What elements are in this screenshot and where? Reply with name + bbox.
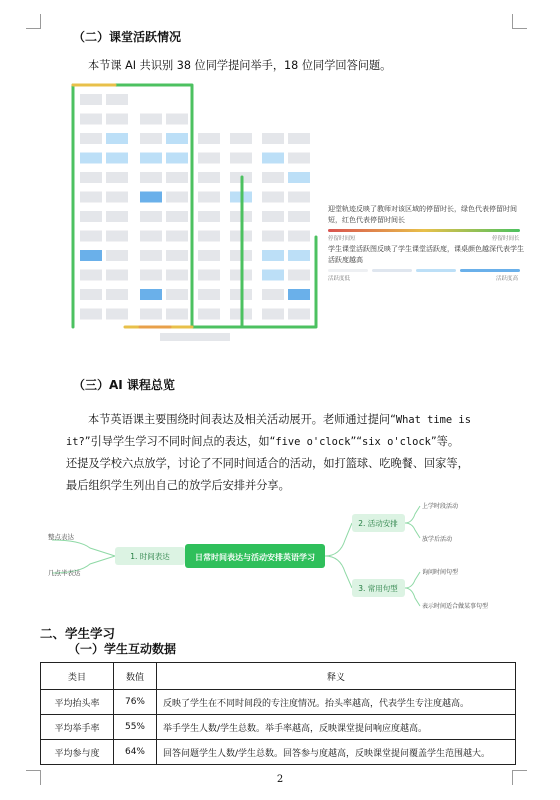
desk: [80, 114, 102, 125]
desk: [288, 289, 310, 300]
desk: [80, 289, 102, 300]
desk: [140, 231, 162, 242]
desk: [140, 153, 162, 164]
desk: [230, 153, 252, 164]
desk: [198, 309, 220, 320]
desk: [106, 114, 128, 125]
desk: [166, 211, 188, 222]
desk: [80, 153, 102, 164]
desk: [288, 172, 310, 183]
table-row: 平均参与度 64% 回答问题学生人数/学生总数。回答参与度越高，反映课堂提问覆盖学生范围越大。: [41, 740, 516, 765]
desk: [288, 231, 310, 242]
interaction-data-table: [40, 662, 516, 765]
desk: [198, 250, 220, 261]
table-row: 平均举手率 55% 举手学生人数/学生总数。举手率越高，反映课堂提问响应度越高。: [41, 715, 516, 740]
desk: [262, 153, 284, 164]
desk: [166, 270, 188, 281]
overview-line-2: it?”引导学生学习不同时间点的表达，如“five o'clock”“six o'clock”等。: [66, 435, 460, 448]
desk: [106, 172, 128, 183]
mindmap-leaf-school-activity: 上学时段活动: [422, 503, 459, 510]
desk: [166, 153, 188, 164]
mindmap-branch-1: [115, 547, 185, 565]
desk: [288, 309, 310, 320]
mindmap-center-node: [185, 544, 325, 568]
desk: [140, 133, 162, 144]
svg-text:3. 常用句型: 3. 常用句型: [358, 584, 398, 593]
desk: [80, 192, 102, 203]
desk: [288, 133, 310, 144]
desk: [106, 309, 128, 320]
mindmap-leaf-half-hour: 几点半表达: [48, 569, 81, 577]
desk: [80, 211, 102, 222]
desk: [262, 250, 284, 261]
desk: [106, 211, 128, 222]
desk: [80, 270, 102, 281]
course-mindmap: [40, 500, 520, 615]
desk: [106, 270, 128, 281]
desk: [106, 289, 128, 300]
trail-legend-description: 迎堂轨迹反映了教师对该区域的停留时长，绿色代表停留时间短，红色代表停留时间长: [328, 205, 517, 224]
desk: [106, 250, 128, 261]
activity-scale-4: [460, 269, 520, 272]
activity-scale-1: [328, 269, 368, 272]
desk: [288, 192, 310, 203]
activity-scale-2: [372, 269, 412, 272]
table-header-row: [41, 663, 516, 690]
mindmap-branch-3: [352, 579, 405, 597]
desk: [288, 270, 310, 281]
desk: [166, 289, 188, 300]
mindmap-leaf-whole-hour: 整点表达: [48, 533, 74, 541]
desk: [166, 172, 188, 183]
mindmap-branch-2: [352, 514, 405, 532]
trail-legend-low: 停留时间短: [328, 236, 356, 242]
desk: [166, 231, 188, 242]
classroom-heatmap: [70, 82, 322, 342]
desk: [198, 133, 220, 144]
desk: [198, 172, 220, 183]
svg-text:日常时间表达与活动安排英语学习: 日常时间表达与活动安排英语学习: [195, 553, 315, 562]
mindmap-leaf-after-school: 放学后活动: [422, 536, 453, 543]
section-heading-interaction-data: （一）学生互动数据: [68, 642, 177, 656]
desk: [140, 114, 162, 125]
overview-line-4: 最后组织学生列出自己的放学后安排并分享。: [66, 479, 290, 492]
desk: [106, 231, 128, 242]
desk: [288, 153, 310, 164]
svg-text:1. 时间表达: 1. 时间表达: [130, 552, 170, 561]
activity-legend-description: 学生课堂活跃图反映了学生课堂活跃度，课桌颜色越深代表学生活跃度越高: [328, 245, 524, 264]
desk: [106, 153, 128, 164]
section-heading-ai-overview: （三）AI 课程总览: [73, 378, 175, 392]
desk: [140, 211, 162, 222]
trail-legend-high: 停留时间长: [492, 236, 520, 242]
desk: [262, 231, 284, 242]
desk: [198, 289, 220, 300]
desk: [262, 309, 284, 320]
desk: [140, 250, 162, 261]
desk: [166, 114, 188, 125]
activity-summary-text: 本节课 AI 共识别 38 位同学提问举手，18 位同学回答问题。: [88, 59, 392, 72]
desk: [288, 211, 310, 222]
desk: [166, 192, 188, 203]
desk: [166, 309, 188, 320]
desk: [262, 270, 284, 281]
desk: [288, 250, 310, 261]
svg-text:2. 活动安排: 2. 活动安排: [358, 519, 398, 528]
table-row: 平均抬头率 76% 反映了学生在不同时间段的专注度情况。抬头率越高，代表学生专注度越高。: [41, 690, 516, 715]
table-header-value: 数值: [114, 663, 157, 690]
desk: [262, 133, 284, 144]
desk: [140, 172, 162, 183]
desk: [198, 211, 220, 222]
desk-grid: [80, 94, 310, 320]
desk: [166, 250, 188, 261]
desk: [140, 309, 162, 320]
overview-line-1: 本节英语课主要围绕时间表达及相关活动展开。老师通过提问“What time is: [88, 413, 471, 426]
desk: [230, 133, 252, 144]
desk: [80, 94, 102, 105]
desk: [106, 192, 128, 203]
section-heading-classroom-activity: （二）课堂活跃情况: [73, 30, 182, 44]
corner-mark-top-right: [512, 14, 527, 29]
desk: [80, 172, 102, 183]
desk: [140, 270, 162, 281]
desk: [80, 309, 102, 320]
desk: [198, 231, 220, 242]
desk: [198, 270, 220, 281]
mindmap-leaf-ask-time: 询问时间句型: [422, 569, 459, 576]
desk: [80, 133, 102, 144]
table-header-definition: 释义: [157, 663, 516, 690]
activity-scale-3: [416, 269, 456, 272]
mindmap-leaf-suitable-time: 表示时间适合做某事句型: [422, 603, 489, 610]
desk: [140, 192, 162, 203]
desk: [198, 192, 220, 203]
desk: [262, 289, 284, 300]
desk: [106, 133, 128, 144]
desk: [80, 231, 102, 242]
corner-mark-top-left: [26, 14, 41, 29]
desk: [198, 153, 220, 164]
activity-legend-high: 活跃度高: [496, 276, 519, 282]
desk: [80, 250, 102, 261]
desk: [106, 94, 128, 105]
overview-line-3: 还提及学校六点放学，讨论了不同时间适合的活动，如打篮球、吃晚餐、回家等，: [66, 457, 469, 470]
desk: [166, 133, 188, 144]
page-number: 2: [276, 774, 284, 785]
section-heading-student-learning: 二、学生学习: [40, 626, 116, 641]
trail-gradient-bar: [328, 229, 520, 232]
desk: [262, 211, 284, 222]
teacher-podium: [160, 333, 230, 341]
desk: [140, 289, 162, 300]
desk: [262, 172, 284, 183]
desk: [262, 192, 284, 203]
table-header-category: 类目: [41, 663, 114, 690]
activity-legend-low: 活跃度低: [328, 276, 351, 282]
